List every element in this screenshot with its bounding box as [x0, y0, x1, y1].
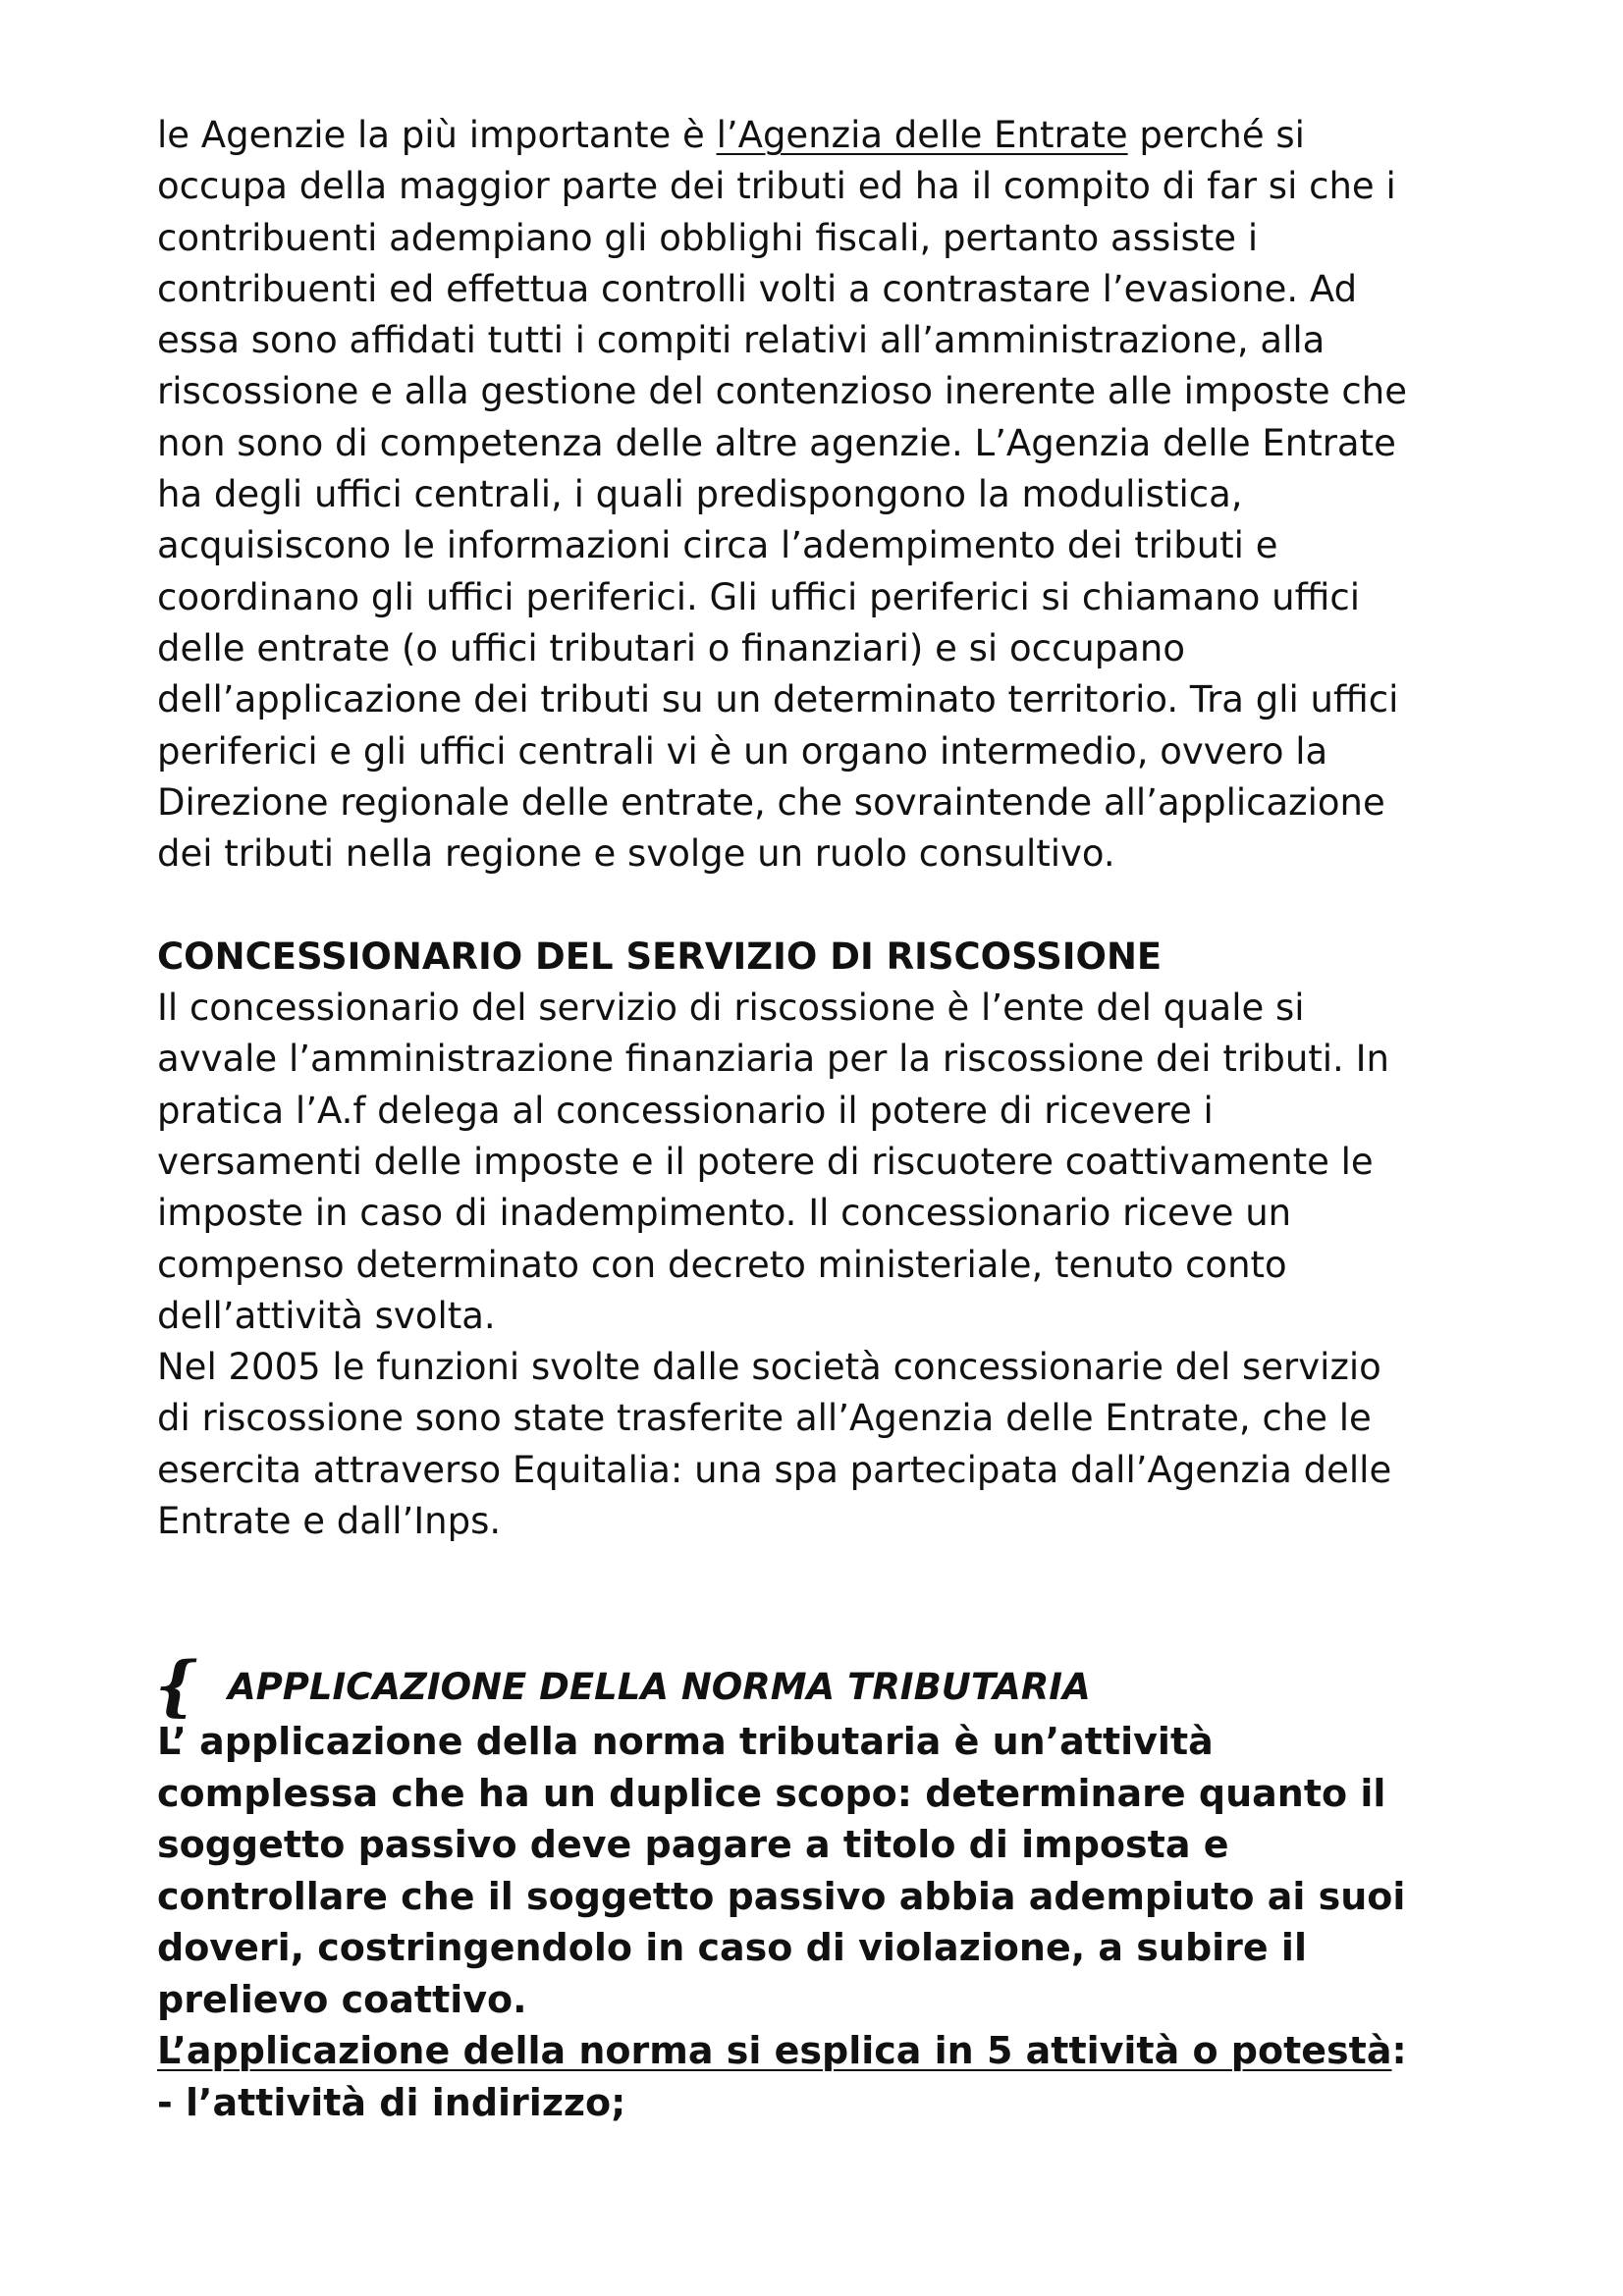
text-line: L’ applicazione della norma tributaria è un’attività [157, 1720, 1214, 1764]
text-line: esercita attraverso Equitalia: una spa partecipata dall’Agenzia delle [157, 1448, 1392, 1491]
section-applicazione [155, 1647, 1532, 2128]
underlined-line: L’applicazione della norma si esplica in 5 attività o potestà: [157, 2029, 1407, 2073]
text-line: contribuenti adempiano gli obblighi fiscali, pertanto assiste i [157, 216, 1259, 259]
brace-icon: { [155, 1647, 197, 1725]
list-item: - l’attività di indirizzo; [157, 2080, 626, 2124]
text-line: coordinano gli uffici periferici. Gli uffici periferici si chiamano uffici [157, 575, 1360, 618]
text-line: le Agenzie la più importante è l’Agenzia delle Entrate perché si [157, 114, 1305, 156]
text-line: versamenti delle imposte e il potere di riscuotere coattivamente le [157, 1140, 1374, 1183]
bold-paragraph [157, 1716, 1532, 2128]
text-line: soggetto passivo deve pagare a titolo di imposta e [157, 1823, 1229, 1867]
section-title-text: APPLICAZIONE DELLA NORMA TRIBUTARIA [228, 1666, 1091, 1709]
text-line: non sono di competenza delle altre agenzie. L’Agenzia delle Entrate [157, 421, 1396, 464]
text-line: avvale l’amministrazione finanziaria per la riscossione dei tributi. In [157, 1038, 1389, 1081]
text-line: essa sono affidati tutti i compiti relativi all’amministrazione, alla [157, 319, 1325, 362]
text-line: dell’applicazione dei tributi su un determinato territorio. Tra gli uffici [157, 678, 1399, 721]
text-line: ha degli uffici centrali, i quali predispongono la modulistica, [157, 473, 1243, 516]
text-line: imposte in caso di inadempimento. Il concessionario riceve un [157, 1192, 1292, 1235]
section-concessionario [157, 932, 1532, 1548]
text-line: di riscossione sono state trasferite all’Agenzia delle Entrate, che le [157, 1397, 1372, 1440]
text-line: periferici e gli uffici centrali vi è un organo intermedio, ovvero la [157, 729, 1328, 773]
text-line: Entrate e dall’Inps. [157, 1500, 502, 1543]
text-line: Direzione regionale delle entrate, che sovraintende all’applicazione [157, 780, 1385, 824]
text-line: acquisiscono le informazioni circa l’adempimento dei tributi e [157, 524, 1278, 567]
text-line: prelievo coattivo. [157, 1977, 527, 2021]
underlined-text: L’applicazione della norma si esplica in 5 attività o potestà [157, 2029, 1392, 2073]
section-heading: CONCESSIONARIO DEL SERVIZIO DI RISCOSSIONE [157, 934, 1163, 978]
agenzia-entrate-underlined: l’Agenzia delle Entrate [716, 114, 1128, 156]
text-line: delle entrate (o uffici tributari o finanziari) e si occupano [157, 626, 1185, 669]
text-line: contribuenti ed effettua controlli volti a contrastare l’evasione. Ad [157, 267, 1358, 310]
text-line: compenso determinato con decreto ministeriale, tenuto conto [157, 1243, 1287, 1286]
text-line: doveri, costringendolo in caso di violazione, a subire il [157, 1926, 1307, 1970]
text-line: controllare che il soggetto passivo abbia adempiuto ai suoi [157, 1874, 1406, 1918]
text-line: riscossione e alla gestione del contenzioso inerente alle imposte che [157, 370, 1407, 413]
paragraph-agenzie [157, 110, 1532, 880]
text-line: Il concessionario del servizio di riscossione è l’ente del quale si [157, 987, 1305, 1030]
text-line: dell’attività svolta. [157, 1294, 496, 1337]
spacer [157, 880, 1532, 931]
spacer [157, 1547, 1532, 1659]
text-line: occupa della maggior parte dei tributi ed ha il compito di far si che i [157, 165, 1396, 208]
section-title [155, 1647, 1532, 1725]
text-line: pratica l’A.f delega al concessionario il potere di ricevere i [157, 1089, 1214, 1132]
document-page [157, 110, 1532, 2128]
text-line: Nel 2005 le funzioni svolte dalle società concessionarie del servizio [157, 1346, 1381, 1389]
text-line: dei tributi nella regione e svolge un ruolo consultivo. [157, 832, 1115, 876]
text-line: complessa che ha un duplice scopo: determinare quanto il [157, 1771, 1386, 1815]
